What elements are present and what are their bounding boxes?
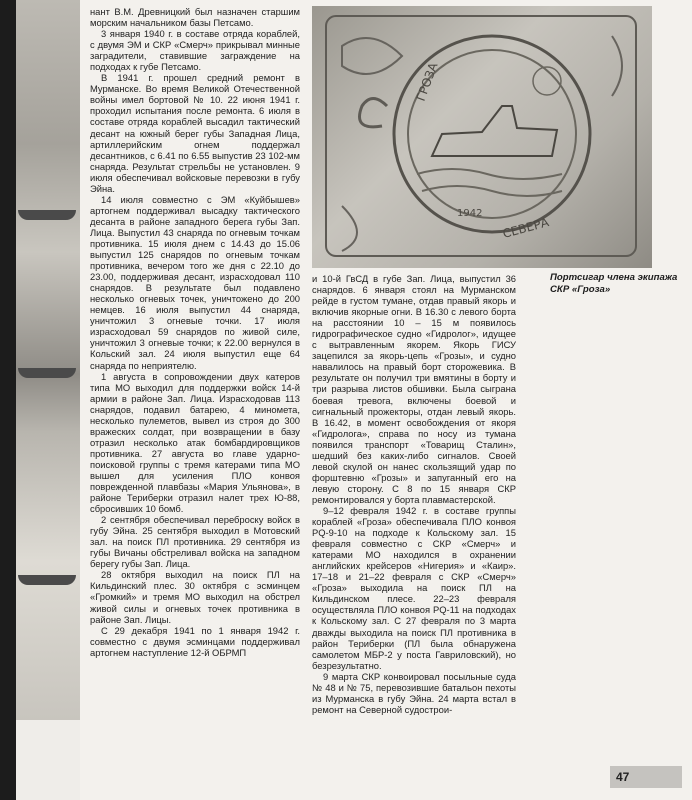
inscription-bottom: СЕВЕРА xyxy=(501,215,551,241)
ship-silhouette xyxy=(18,368,76,378)
paragraph: 14 июля совместно с ЭМ «Куйбышев» артогнем поддерживал высадку тактического десанта в районе западного берега губы Зап. Лица. Выпустил 43 снаряда по огневым точкам противника. 15 июля днем с 14.43 до 15.06 выпустил 125 снарядов по огневым точкам противника, вечером того же дня с 22.10 до 23.00, поддерживая десант, израсходовал 110 снарядов. В результате был подавлено несколько огневых точек, уничтожено до 200 немцев. 16 июля выпустил 44 снаряда, уничтожил 3 огневые точки. 17 июля израсходовал 59 снарядов по живой силе, уничтожил 3 огневые точки; к 22.00 вернулся в Кольский зал. 24 июля выпустил еще 64 снаряда по неприятелю. xyxy=(90,193,300,371)
paragraph: 28 октября выходил на поиск ПЛ на Кильдинский плес. 30 октября с эсминцем «Громкий» и тремя МО выходил на обстрел живой силы и огневых точек противника в районе Зап. Лицы. xyxy=(90,569,300,625)
cigarette-case-photo xyxy=(312,6,652,268)
paragraph: 1 августа в сопровождении двух катеров типа МО выходил для поддержки войск 14-й армии в районе Зап. Лица. Израсходовав 113 снарядов, подавил батарею, 4 миномета, несколько пулеметов, вывел из строя до 300 вражеских солдат, при возвращении в базу отразил несколько атак бомбардировщиков противника. 27 августа во главе ударно-поисковой группы с тремя катерами типа МО вышел для усиления ПЛО конвоя поврежденной плавбазы «Мария Ульянова», в районе Териберки отразил налет трех Ю-88, сбросивших 10 бомб. xyxy=(90,370,300,515)
paragraph: 9–12 февраля 1942 г. в составе группы кораблей «Гроза» обеспечивала ПЛО конвоя PQ-9-10 на подходе к Кольскому зал. 15 февраля совместно с СКР «Смерч» и катерами МО находился в охранении английских крейсеров «Нигерия» и «Каир». 17–18 и 21–22 февраля с СКР «Смерч» «Гроза» выходила на поиск ПЛ на Кильдинском плесе. 22–23 февраля осуществляла ПЛО конвоя PQ-11 на подходах к Кольскому зал. С 27 февраля по 3 марта дважды выходила на поиск ПЛ противника в район Териберки (ПЛ была обнаружена самолетом МБР-2 у поста Гавриловский), но безрезультатно. xyxy=(312,504,516,671)
paragraph: С 29 декабря 1941 по 1 января 1942 г. совместно с двумя эсминцами поддерживал артогнем наступление 12-й ОБРМП xyxy=(90,624,300,658)
inscription-top: ГРОЗА xyxy=(413,60,441,104)
inscription-year: 1942 xyxy=(457,208,483,219)
engraving-illustration xyxy=(312,6,652,268)
paragraph: 9 марта СКР конвоировал посыльные суда № 48 и № 75, перевозившие батальон пехоты из Мурманска в губу Эйна. 24 марта встал в ремонт на Северной судострои- xyxy=(312,670,516,715)
paragraph: 3 января 1940 г. в составе отряда кораблей, с двумя ЭМ и СКР «Смерч» прикрывал минные заградители, ставившие заграждение на подходах к губе Петсамо. xyxy=(90,28,300,73)
page-number: 47 xyxy=(610,766,682,788)
previous-page-photo-strip xyxy=(16,0,80,720)
paragraph: и 10-й ГвСД в губе Зап. Лица, выпустил 36 снарядов. 6 января стоял на Мурманском рейде в густом тумане, отдав правый якорь и включив якорные огни. В 16.30 с левого борта на расстоянии 10 – 15 м появилось гидрографическое судно «Гидролог», идущее с вытравленным якорем. Якорь ГИСУ зацепился за якорь-цепь «Грозы», и судно навалилось на правый борт сторожевика. В результате он получил три вмятины в борту и три разрыва листов обшивки. Была сыграна боевая тревога, включены боевой и сигнальный прожекторы, отдан левый якорь. В 16.42, в момент освобождения от якоря «Гидролога», справа по носу из тумана появился транспорт «Товарищ Сталин», шедший без каких-либо сигналов. Своей левой скулой он нанес скользящий удар по форштевню «Грозы» и запуганный его на левую сторону. С 8 по 15 января СКР ремонтировался у борта плавмастерской. xyxy=(312,273,516,505)
paragraph: нант В.М. Древницкий был назначен старшим морским начальником базы Петсамо. xyxy=(90,6,300,29)
paragraph: В 1941 г. прошел средний ремонт в Мурманске. Во время Великой Отечественной войны имел бортовой № 10. 22 июня 1941 г. проходил испытания после ремонта. 6 июля в составе отряда кораблей высадил тактический десант на южный берег губы Западная Лица, артиллерийским огнем поддержал десантников, с 6.41 по 6.55 выпустив 23 102-мм снаряда. Результат стрельбы не установлен. 9 июля обеспечивал войсковые перевозки в губу Эйна. xyxy=(90,72,300,194)
paragraph: 2 сентября обеспечивал переброску войск в губу Эйна. 25 сентября выходил в Мотовский зал. на поиск ПЛ противника. 29 сентября из губы Вичаны обстреливал войска на западном берегу губы Зап. Лица. xyxy=(90,514,300,570)
text-column-left xyxy=(90,6,300,658)
ship-silhouette xyxy=(18,210,76,220)
photo-caption: Портсигар члена экипажа СКР «Гроза» xyxy=(550,272,678,295)
text-column-right xyxy=(312,273,516,715)
ship-silhouette xyxy=(18,575,76,585)
page-gutter-shadow xyxy=(0,0,16,800)
